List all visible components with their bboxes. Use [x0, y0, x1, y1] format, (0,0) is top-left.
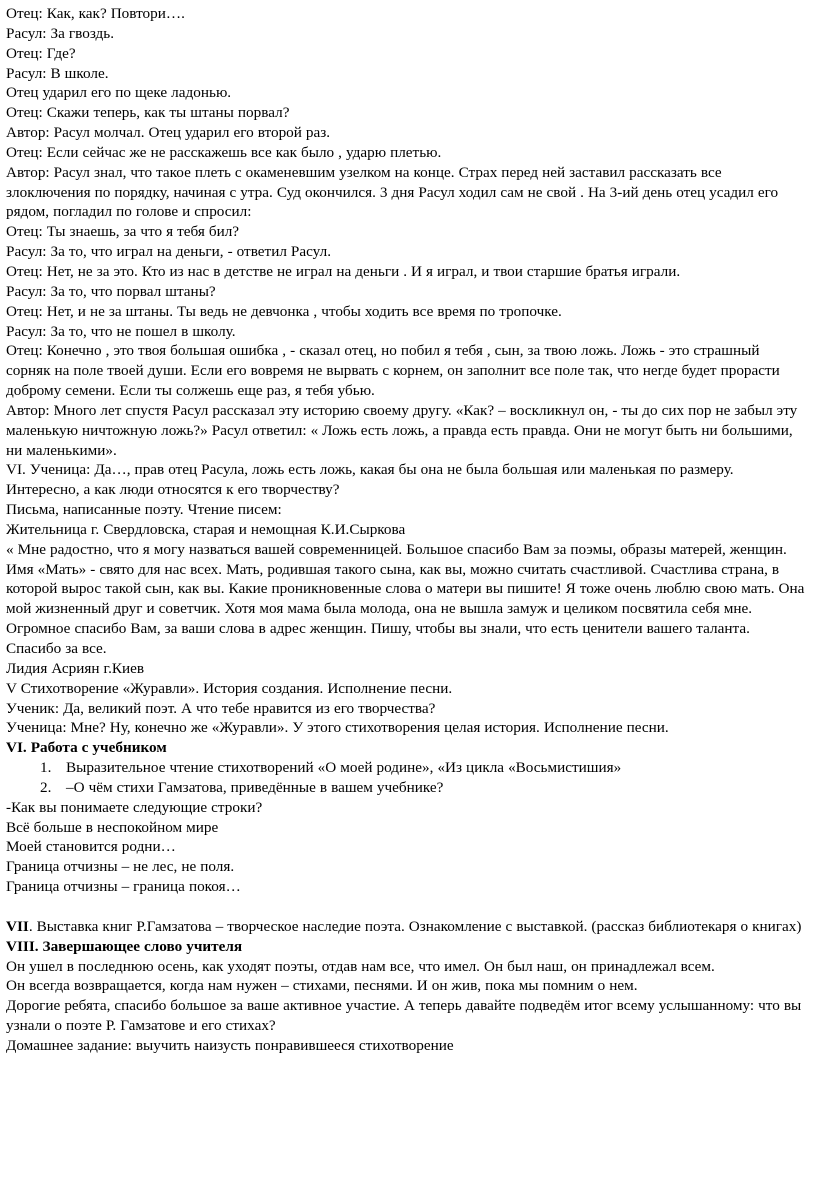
homework-line: Домашнее задание: выучить наизусть понравившееся стихотворение	[6, 1036, 454, 1054]
poem-line: Моей становится родни…	[6, 838, 176, 856]
letter-author-sverdlovsk: Жительница г. Свердловска, старая и немощная К.И.Сыркова	[6, 520, 406, 538]
list-item	[6, 758, 806, 778]
list-item-label: –О чём стихи Гамзатова, приведённые в вашем учебнике?	[66, 778, 444, 796]
dialogue-line: Отец: Нет, и не за штаны. Ты ведь не девчонка , чтобы ходить все время по тропочке.	[6, 302, 562, 320]
textbook-tasks-list	[6, 758, 806, 798]
heading-closing-word: VIII. Завершающее слово учителя	[6, 937, 243, 955]
spacer-line	[6, 897, 806, 917]
section-v-poem-zhuravli: V Стихотворение «Журавли». История создания. Исполнение песни.	[6, 679, 453, 697]
letter-body-paragraph: « Мне радостно, что я могу назваться вашей современницей. Большое спасибо Вам за поэмы, образы матерей, женщин. Имя «Мать» - свято для нас всех. Мать, родившая такого сына, как вы, можно считать счастливой. Счастлива страна, в которой вырос такой сын, как вы. Какие проникновенные слова о матери вы пишите! Я тоже очень люблю свою мать. Она мой жизненный друг и советчик. Хотя моя мама была молода, она не вышла замуж и целиком посвятила себя мне. Огромное спасибо Вам, за ваши слова в адрес женщин. Пишу, чтобы вы знали, что есть ценители вашего таланта. Спасибо за все.	[6, 540, 805, 657]
letter-signature-kiev: Лидия Асриян г.Киев	[6, 659, 145, 677]
poem-line: Граница отчизны – не лес, не поля.	[6, 858, 235, 876]
closing-paragraph: Дорогие ребята, спасибо большое за ваше активное участие. А теперь давайте подведём итог всему услышанному: что вы узнали о поэте Р. Гамзатове и его стихах?	[6, 997, 802, 1035]
list-item-number: 2.	[40, 778, 52, 796]
list-item-number: 1.	[40, 759, 52, 777]
question-line: -Как вы понимаете следующие строки?	[6, 798, 263, 816]
dialogue-line: Расул: В школе.	[6, 64, 109, 82]
dialogue-line: Автор: Расул молчал. Отец ударил его второй раз.	[6, 124, 331, 142]
document-body	[6, 4, 806, 1056]
narration-paragraph: Автор: Расул знал, что такое плеть с окаменевшим узелком на конце. Страх перед ней заставил рассказать все злоключения по порядку, начиная с утра. Суд окончился. 3 дня Расул ходил сам не свой . На 3-ий день отец усадил его рядом, погладил по голове и спросил:	[6, 163, 779, 221]
narration-line: Отец ударил его по щеке ладонью.	[6, 84, 232, 102]
dialogue-line: Расул: За гвоздь.	[6, 24, 115, 42]
dialogue-line: Отец: Если сейчас же не расскажешь все как было , ударю плетью.	[6, 143, 442, 161]
closing-paragraph: Он ушел в последнюю осень, как уходят поэты, отдав нам все, что имел. Он был наш, он принадлежал всем.	[6, 957, 715, 975]
dialogue-line: Расул: За то, что играл на деньги, - ответил Расул.	[6, 243, 332, 261]
dialogue-line: Ученик: Да, великий поэт. А что тебе нравится из его творчества?	[6, 699, 436, 717]
dialogue-line: Отец: Где?	[6, 44, 76, 62]
dialogue-line: Отец: Скажи теперь, как ты штаны порвал?	[6, 104, 290, 122]
dialogue-paragraph: Отец: Конечно , это твоя большая ошибка , - сказал отец, но побил я тебя , сын, за твою ложь. Ложь - это страшный сорняк на поле твоей души. Если его вовремя не вырвать с корнем, он заполнит все поле так, что негде будет прорасти доброму семени. Если ты солжешь еще раз, я тебя убью.	[6, 342, 780, 400]
section-vii-numeral: VII	[6, 917, 29, 935]
list-item-label: Выразительное чтение стихотворений «О моей родине», «Из цикла «Восьмистишия»	[66, 759, 622, 777]
section-vii-text: . Выставка книг Р.Гамзатова – творческое наследие поэта. Ознакомление с выставкой. (рассказ библиотекаря о книгах)	[28, 917, 802, 935]
poem-line: Граница отчизны – граница покоя…	[6, 878, 241, 896]
dialogue-line: Отец: Как, как? Повтори….	[6, 5, 185, 22]
letters-intro-line: Письма, написанные поэту. Чтение писем:	[6, 501, 282, 519]
narration-paragraph: Автор: Много лет спустя Расул рассказал эту историю своему другу. «Как? – воскликнул он, - ты до сих пор не забыл эту маленькую ничтожную ложь?» Расул ответил: « Ложь есть ложь, а правда есть правда. Они не могут быть ни большими, ни маленькими».	[6, 401, 798, 459]
dialogue-line: Отец: Ты знаешь, за что я тебя бил?	[6, 223, 240, 241]
closing-paragraph: Он всегда возвращается, когда нам нужен – стихами, песнями. И он жив, пока мы помним о нем.	[6, 977, 638, 995]
list-item	[6, 778, 806, 798]
heading-work-with-textbook: VI. Работа с учебником	[6, 739, 167, 757]
dialogue-line: Ученица: Мне? Ну, конечно же «Журавли». У этого стихотворения целая история. Исполнение песни.	[6, 719, 669, 737]
dialogue-line: Расул: За то, что порвал штаны?	[6, 282, 216, 300]
section-vi-student-line: VI. Ученица: Да…, прав отец Расула, ложь есть ложь, какая бы она не была большая или маленькая по размеру. Интересно, а как люди относятся к его творчеству?	[6, 461, 734, 499]
section-vii-book-exhibition	[6, 917, 806, 937]
dialogue-line: Расул: За то, что не пошел в школу.	[6, 322, 236, 340]
dialogue-line: Отец: Нет, не за это. Кто из нас в детстве не играл на деньги . И я играл, и твои старшие братья играли.	[6, 262, 681, 280]
poem-line: Всё больше в неспокойном мире	[6, 818, 219, 836]
